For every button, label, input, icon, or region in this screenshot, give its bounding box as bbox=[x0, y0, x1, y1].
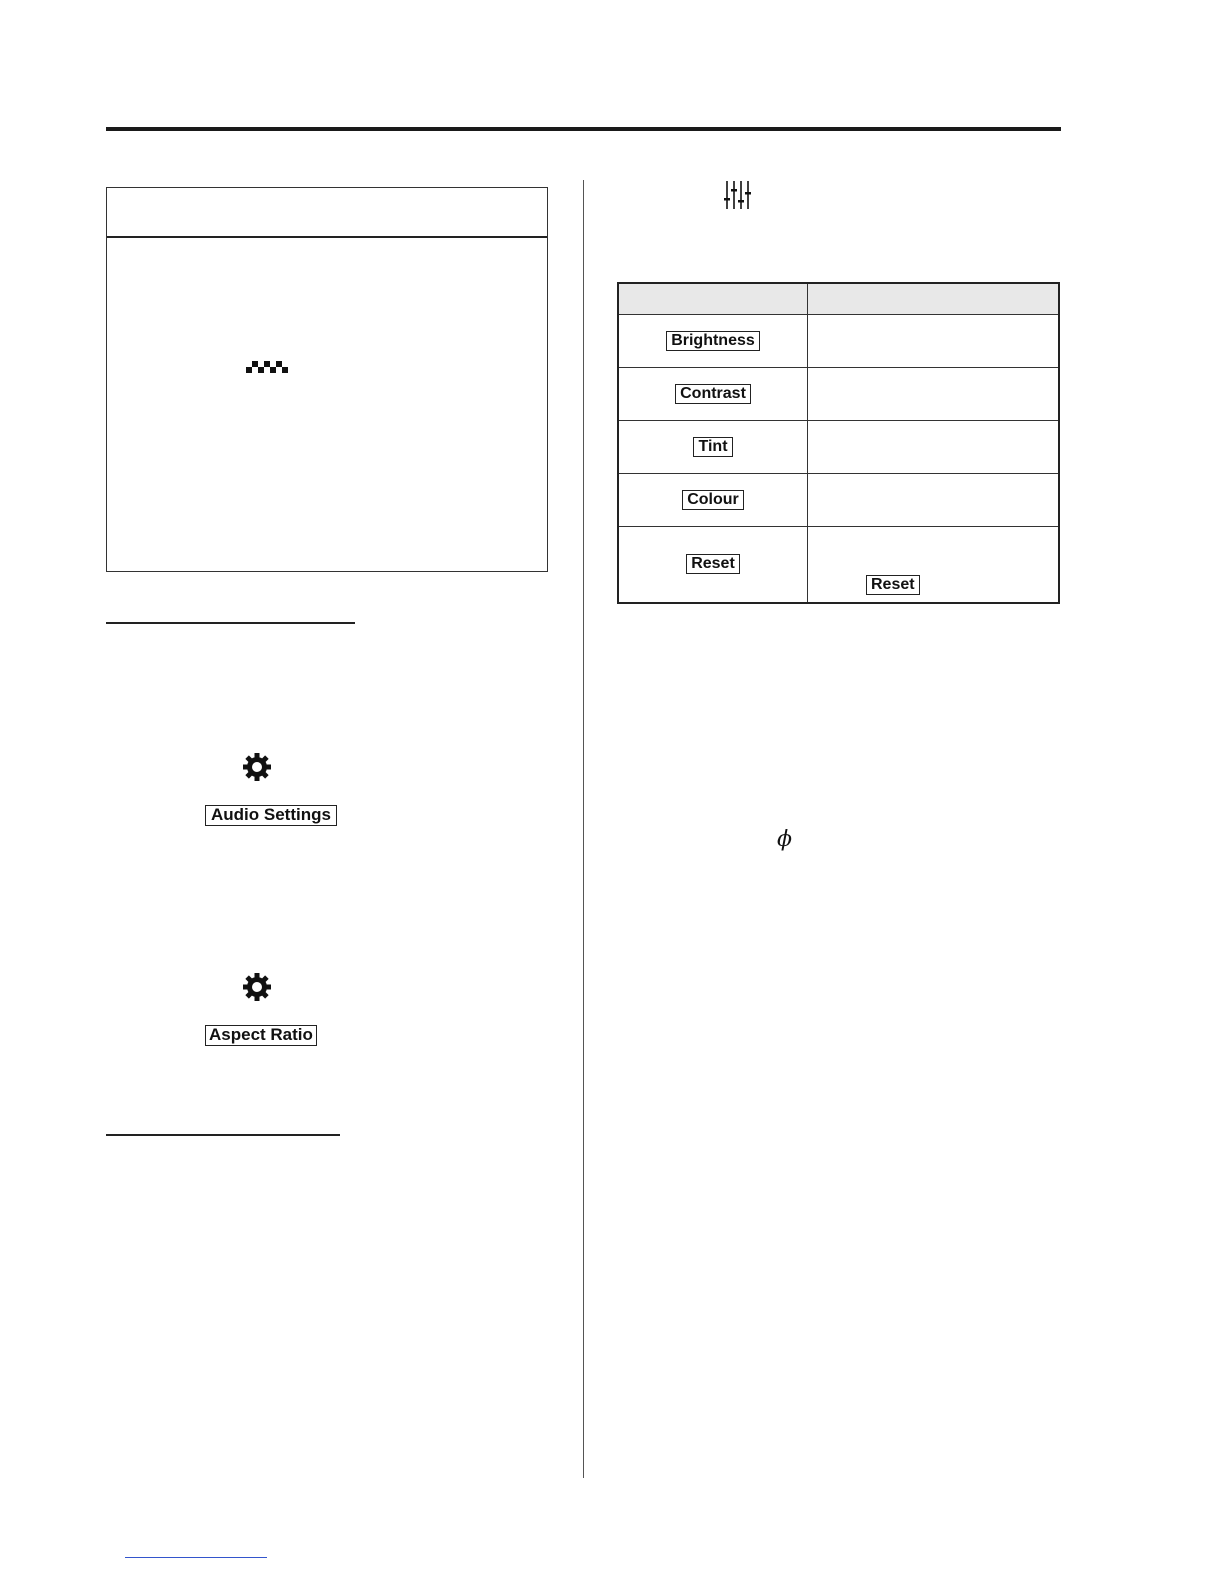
table-cell bbox=[808, 527, 1060, 603]
checker-pattern-icon bbox=[246, 361, 288, 373]
page-top-rule bbox=[106, 127, 1061, 131]
table-cell bbox=[808, 474, 1060, 527]
gear-icon[interactable] bbox=[242, 752, 272, 782]
colour-button[interactable]: Colour bbox=[682, 490, 744, 510]
column-divider bbox=[583, 180, 584, 1478]
audio-settings-button[interactable]: Audio Settings bbox=[205, 805, 337, 826]
reset-inline-button[interactable]: Reset bbox=[866, 575, 920, 595]
section-heading-rule bbox=[106, 1134, 340, 1136]
note-box-header-rule bbox=[107, 236, 547, 238]
table-cell bbox=[618, 315, 808, 368]
table-header-row bbox=[618, 283, 1059, 315]
footer-link-underline[interactable] bbox=[125, 1557, 267, 1558]
tint-button[interactable]: Tint bbox=[693, 437, 732, 457]
table-cell bbox=[618, 527, 808, 603]
table-row bbox=[618, 421, 1059, 474]
table-cell bbox=[618, 368, 808, 421]
table-cell bbox=[618, 474, 808, 527]
picture-settings-table bbox=[617, 282, 1060, 604]
brightness-button[interactable]: Brightness bbox=[666, 331, 760, 351]
table-row bbox=[618, 474, 1059, 527]
phase-symbol: ϕ bbox=[777, 827, 792, 852]
table-cell bbox=[808, 421, 1060, 474]
table-row bbox=[618, 527, 1059, 603]
table-row bbox=[618, 315, 1059, 368]
note-box bbox=[106, 187, 548, 572]
table-row bbox=[618, 368, 1059, 421]
reset-button[interactable]: Reset bbox=[686, 554, 740, 574]
table-header-cell bbox=[808, 283, 1060, 315]
contrast-button[interactable]: Contrast bbox=[675, 384, 751, 404]
table-cell bbox=[808, 368, 1060, 421]
section-heading-rule bbox=[106, 622, 355, 624]
equalizer-sliders-icon[interactable] bbox=[722, 180, 752, 210]
table-cell bbox=[808, 315, 1060, 368]
table-cell bbox=[618, 421, 808, 474]
aspect-ratio-button[interactable]: Aspect Ratio bbox=[205, 1025, 317, 1046]
table-header-cell bbox=[618, 283, 808, 315]
gear-icon[interactable] bbox=[242, 972, 272, 1002]
